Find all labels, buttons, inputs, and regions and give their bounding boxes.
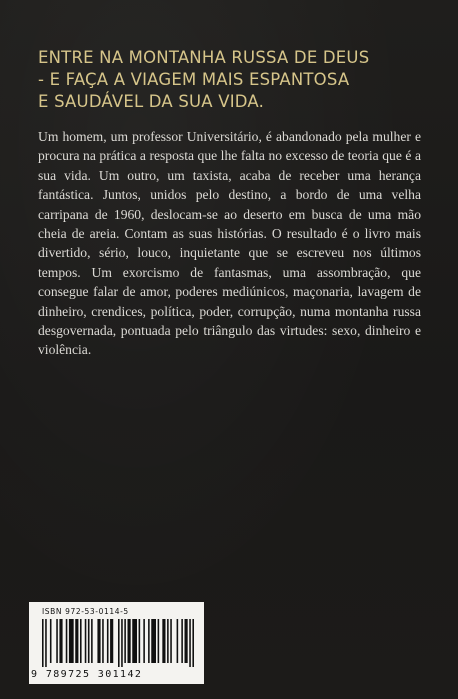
barcode-bar — [88, 619, 90, 663]
barcode-bar — [118, 619, 120, 667]
barcode-bar — [170, 619, 172, 663]
barcode-bar — [91, 619, 93, 663]
barcode-bar — [85, 619, 87, 663]
barcode-bar — [124, 619, 126, 663]
barcode-bar — [158, 619, 160, 663]
barcode-bar — [148, 619, 150, 663]
headline-line-2: - E FAÇA A VIAGEM MAIS ESPANTOSA — [38, 70, 350, 89]
barcode-bar — [162, 619, 165, 663]
barcode-bar — [143, 619, 145, 663]
ean-digits: 9 789725 301142 — [31, 669, 143, 680]
barcode-bar — [75, 619, 78, 663]
barcode-bar — [102, 619, 104, 663]
barcode-bar — [69, 619, 74, 663]
headline — [38, 47, 438, 113]
headline-line-1: ENTRE NA MONTANHA RUSSA DE DEUS — [38, 48, 370, 67]
headline-line-3: E SAUDÁVEL DA SUA VIDA. — [38, 92, 265, 111]
barcode-label — [29, 602, 204, 684]
barcode-bar — [132, 619, 137, 663]
barcode-bar — [121, 619, 123, 667]
barcode-bar — [107, 619, 109, 663]
barcode-bar — [45, 619, 47, 667]
barcode-bar — [66, 619, 68, 663]
barcode-bar — [128, 619, 131, 663]
barcode-bar — [56, 619, 58, 663]
barcode-bar — [42, 619, 44, 667]
barcode-bar — [50, 619, 52, 663]
barcode-bar — [59, 619, 62, 663]
barcode-bar — [185, 619, 188, 663]
barcode-bar — [139, 619, 141, 663]
barcode-bar — [97, 619, 100, 663]
barcode-bar — [189, 619, 191, 667]
barcode-bars — [42, 619, 194, 667]
barcode-bar — [151, 619, 156, 663]
barcode-bar — [192, 619, 194, 667]
barcode-bar — [177, 619, 179, 663]
barcode-bar — [167, 619, 169, 663]
isbn-number: ISBN 972-53-0114-5 — [42, 607, 129, 616]
barcode-bar — [181, 619, 183, 663]
synopsis-paragraph: Um homem, um professor Universitário, é abandonado pela mulher e procura na prática a resposta que lhe falta no excesso de teoria que é a sua vida. Um outro, um taxista, acaba de receber uma herança fantástica. Juntos, unidos pelo destino, a bordo de uma velha carripana de 1960, deslocam-se ao deserto em busca de uma mão cheia de areia. Contam as suas histórias. O resultado é o livro mais divertido, sério, louco, inquietante que se escreveu nos últimos tempos. Um exorcismo de fantasmas, uma assombração, que consegue falar de amor, poderes mediúnicos, maçonaria, lavagem de dinheiro, crendices, política, poder, corrupção, numa montanha russa desgovernada, pontuada pelo triângulo das virtudes: sexo, dinheiro e violência. — [38, 129, 421, 358]
barcode-bar — [80, 619, 82, 663]
barcode-bar — [110, 619, 113, 663]
